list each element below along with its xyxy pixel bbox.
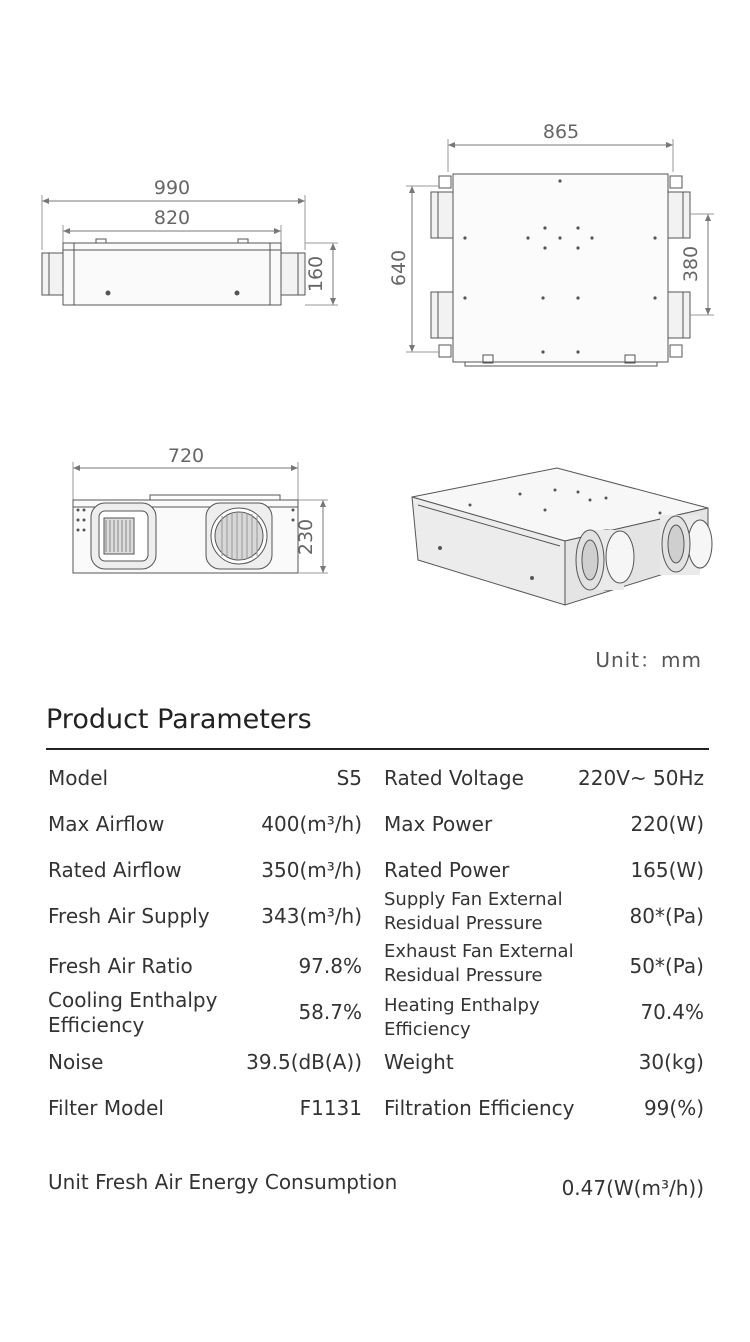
end-view-drawing (73, 462, 328, 573)
param-value: 39.5(dB(A)) (246, 1050, 362, 1074)
param-value: 80*(Pa) (629, 904, 704, 928)
param-name: Max Power (384, 812, 493, 836)
side-body-width-label: 820 (153, 207, 191, 229)
top-view-drawing (406, 139, 714, 366)
param-name: Filter Model (48, 1096, 164, 1120)
param-name: Filtration Efficiency (384, 1096, 575, 1120)
param-name: Weight (384, 1050, 454, 1074)
param-value: 50*(Pa) (629, 954, 704, 978)
top-port-spacing-label: 380 (680, 245, 702, 283)
param-name: Supply Fan External Residual Pressure (384, 889, 563, 934)
param-name: Fresh Air Supply (48, 904, 210, 928)
end-height-label: 230 (295, 518, 317, 556)
side-height-label: 160 (305, 255, 327, 293)
param-name: Max Airflow (48, 812, 165, 836)
param-name: Model (48, 766, 109, 790)
param-value: 30(kg) (638, 1050, 704, 1074)
param-name: Exhaust Fan External Residual Pressure (384, 941, 574, 986)
energy-consumption-label: Unit Fresh Air Energy Consumption (48, 1170, 398, 1194)
section-title: Product Parameters (46, 704, 312, 735)
param-name: Noise (48, 1050, 104, 1074)
param-value: 343(m³/h) (261, 904, 362, 928)
param-name: Fresh Air Ratio (48, 954, 193, 978)
isometric-view-drawing (412, 468, 712, 605)
param-name: Rated Power (384, 858, 510, 882)
param-value: 400(m³/h) (261, 812, 362, 836)
unit-label: Unit：mm (595, 648, 702, 672)
side-total-width-label: 990 (153, 177, 191, 199)
param-name: Cooling Enthalpy Efficiency (48, 988, 218, 1037)
param-value: 99(%) (643, 1096, 704, 1120)
param-value: F1131 (299, 1096, 362, 1120)
end-width-label: 720 (167, 445, 205, 467)
param-name: Rated Airflow (48, 858, 182, 882)
param-name: Heating Enthalpy Efficiency (384, 995, 540, 1040)
param-value: S5 (336, 766, 362, 790)
top-width-label: 865 (542, 121, 580, 143)
section-divider (46, 748, 709, 750)
param-value: 220V~ 50Hz (578, 766, 704, 790)
param-value: 350(m³/h) (261, 858, 362, 882)
top-depth-label: 640 (388, 249, 410, 287)
param-value: 58.7% (298, 1000, 362, 1024)
energy-consumption-value: 0.47(W(m³/h)) (561, 1176, 704, 1200)
param-value: 70.4% (640, 1000, 704, 1024)
param-value: 220(W) (630, 812, 704, 836)
param-value: 97.8% (298, 954, 362, 978)
param-value: 165(W) (630, 858, 704, 882)
technical-drawings (0, 0, 750, 640)
param-name: Rated Voltage (384, 766, 524, 790)
